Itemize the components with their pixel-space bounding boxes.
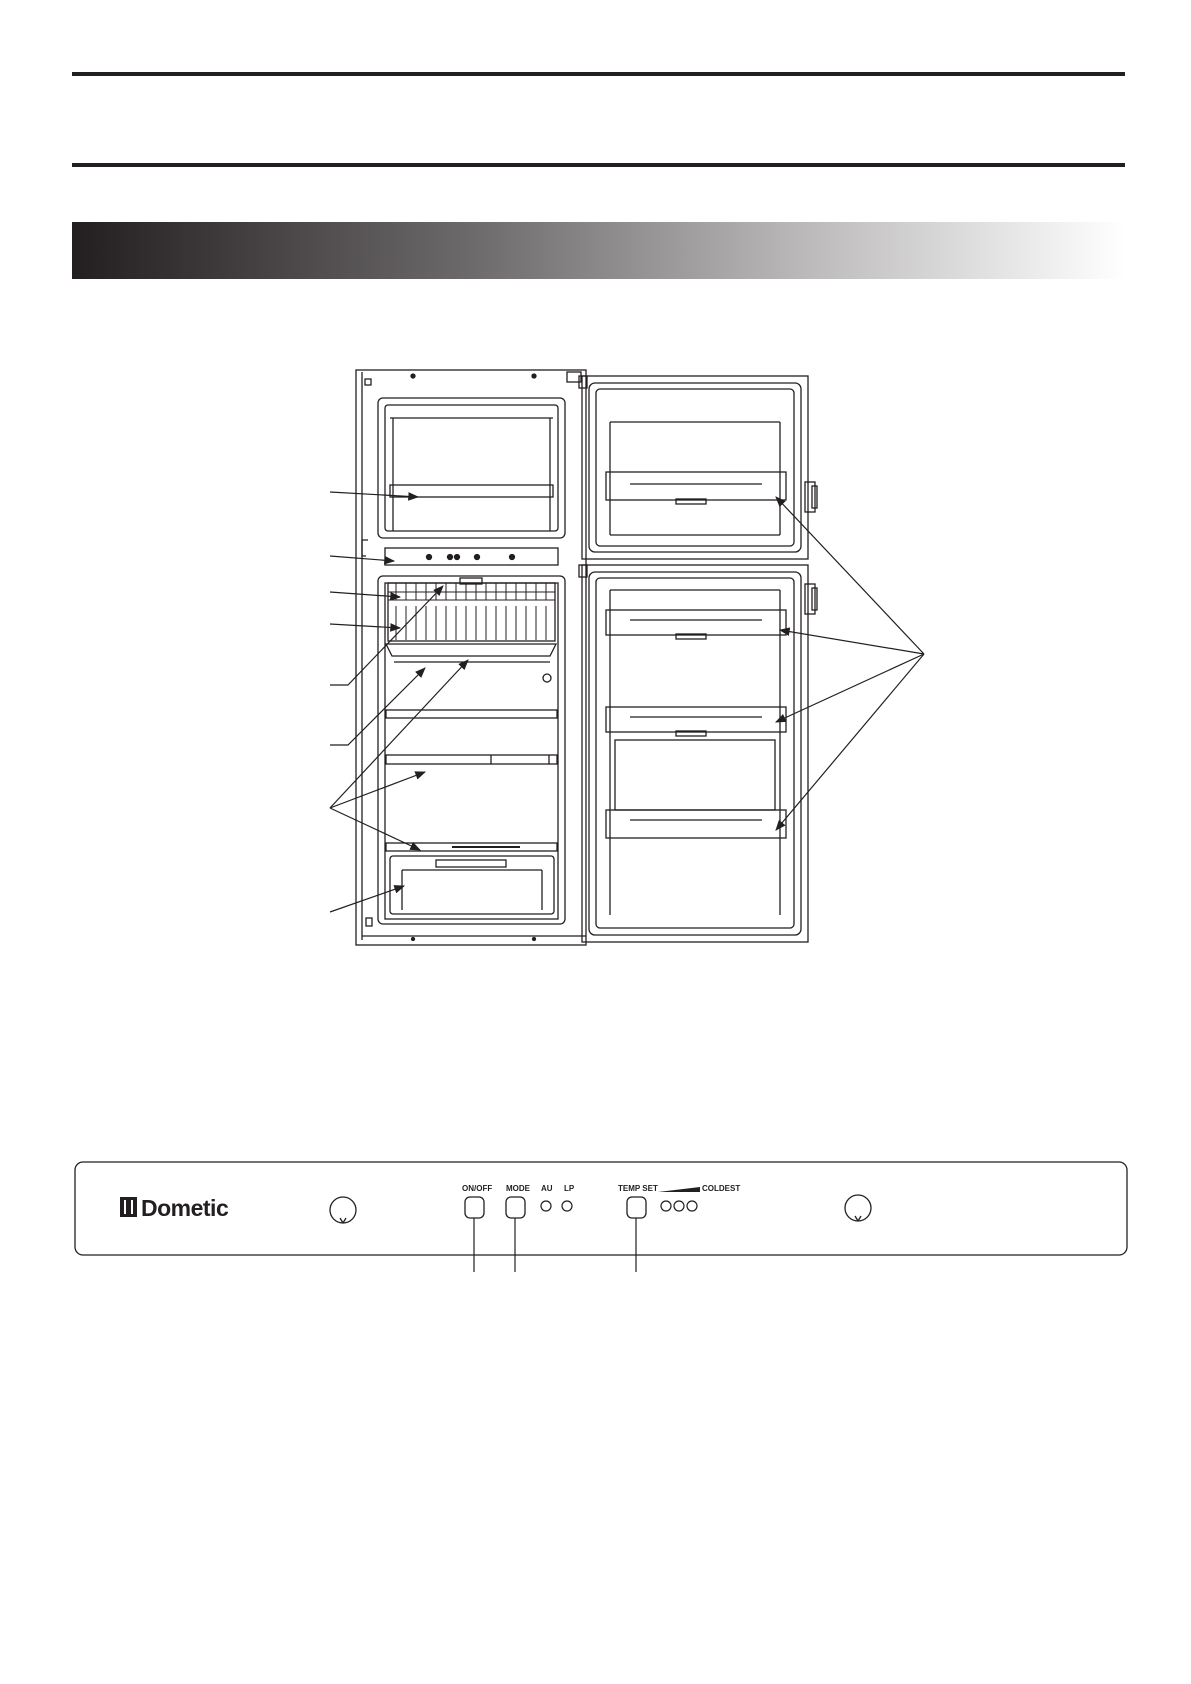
- temp-wedge: [658, 1187, 700, 1192]
- on-off-label: ON/OFF: [462, 1184, 493, 1193]
- brand-name: Dometic: [141, 1195, 229, 1221]
- au-label: AU: [541, 1184, 553, 1193]
- dometic-logo: [120, 1195, 229, 1221]
- au-indicator-light: [541, 1201, 551, 1211]
- freezer-door-bin: [606, 472, 786, 500]
- lp-label: LP: [564, 1184, 575, 1193]
- lp-indicator-light: [562, 1201, 572, 1211]
- freezer-shelf: [390, 485, 553, 497]
- drip-tray: [386, 644, 556, 656]
- temp-set-button[interactable]: [627, 1197, 646, 1218]
- temp-indicator-light-3: [687, 1201, 697, 1211]
- fridge-shelf-1: [386, 710, 557, 718]
- door-bin-2: [606, 707, 786, 732]
- temp-indicator-light-2: [674, 1201, 684, 1211]
- door-bin-3: [606, 810, 786, 838]
- on-off-button[interactable]: [465, 1197, 484, 1218]
- mode-button[interactable]: [506, 1197, 525, 1218]
- control-panel-strip: [385, 548, 558, 565]
- button-callout-lines: [474, 1218, 636, 1272]
- temp-set-label: TEMP SET: [618, 1184, 658, 1193]
- fresh-food-door: [579, 565, 817, 942]
- freezer-door: [579, 376, 817, 559]
- panel-frame: [75, 1162, 1127, 1255]
- panel-screw-left: [330, 1197, 356, 1223]
- panel-screw-right: [845, 1195, 871, 1221]
- temp-indicator-light-1: [661, 1201, 671, 1211]
- control-panel-illustration: [0, 1150, 1191, 1290]
- door-bin-1: [606, 610, 786, 635]
- mode-label: MODE: [506, 1184, 530, 1193]
- crisper-drawer: [390, 856, 554, 914]
- fridge-shelf-2: [386, 755, 557, 764]
- freezer-compartment: [378, 398, 565, 538]
- fresh-food-compartment: [378, 576, 565, 924]
- coldest-label: COLDEST: [702, 1184, 741, 1193]
